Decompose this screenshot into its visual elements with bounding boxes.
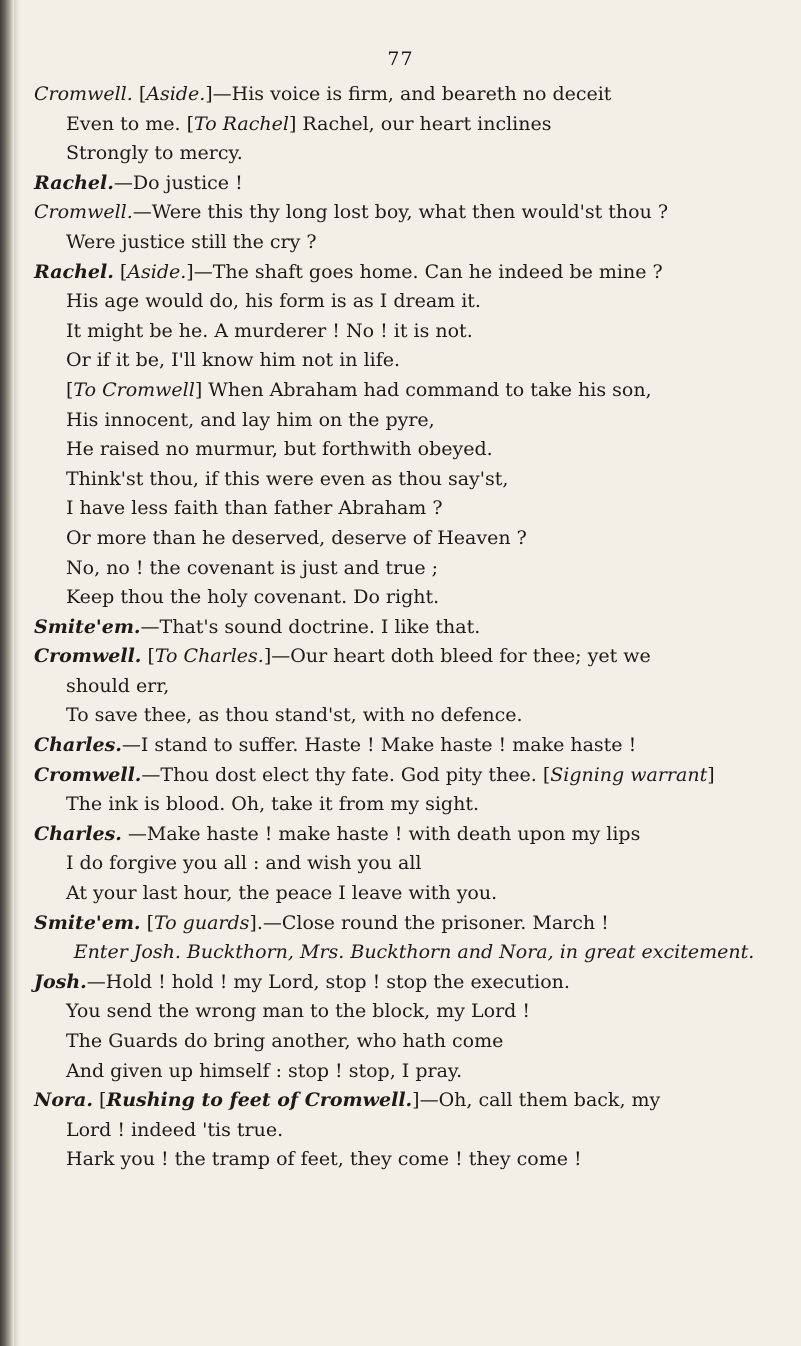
line-text: To save thee, as thou stand'st, with no defence. [66,704,523,727]
stage-direction: Aside. [146,83,206,105]
line-text: —Were this thy long lost boy, what then would'st thou ? [132,201,669,224]
stage-direction: To Cromwell [73,378,195,401]
speaker-name: Cromwell. [34,201,133,224]
speaker-name: Rachel. [34,260,114,283]
text-line [34,228,794,258]
line-text: I have less faith than father Abraham ? [66,497,443,520]
speaker-name: Charles. [34,734,122,757]
text-line: Cromwell. [Aside.]—His voice is firm, and beareth no deceit [34,83,612,105]
line-text: Or if it be, I'll know him not in life. [66,349,401,372]
text-line [34,820,794,850]
text-line [34,613,794,643]
stage-direction: Signing warrant [550,763,708,786]
text-line [34,169,794,199]
line-text: —Make haste ! make haste ! with death upon my lips [121,822,641,845]
speaker-name: Cromwell. [34,763,142,786]
speaker-name: Smite'em. [34,911,141,934]
line-text: —His voice is firm, and beareth no deceit [212,83,612,105]
line-text: —Oh, call them back, my [419,1089,661,1112]
line-text: Were justice still the cry ? [66,230,317,253]
line-text: —I stand to suffer. Haste ! Make haste ! make haste ! [121,734,637,757]
text-line: Cromwell.—Thou dost elect thy fate. God pity thee. [Signing warrant] [34,763,715,786]
line-text: Hark you ! the tramp of feet, they come ! they come ! [66,1148,582,1171]
text-line [34,849,794,879]
text-line: Rachel. [Aside.]—The shaft goes home. Can he indeed be mine ? [34,260,663,283]
speaker-name: Nora. [34,1089,93,1112]
line-text: Think'st thou, if this were even as thou say'st, [66,467,509,490]
line-text: He raised no murmur, but forthwith obeyed. [66,438,493,461]
text-line [34,701,794,731]
gutter-shadow [14,0,20,1346]
speaker-name: Smite'em. [34,615,141,638]
text-line [34,287,794,317]
line-text: His innocent, and lay him on the pyre, [66,408,435,431]
text-line [34,1145,794,1175]
text-line [34,465,794,495]
text-line [34,406,794,436]
stage-direction: Aside. [127,260,187,283]
page-number: 77 [387,48,414,70]
book-spine-shadow [0,0,14,1346]
stage-direction: To guards [154,911,250,934]
line-text: I do forgive you all : and wish you all [66,852,422,875]
stage-direction: To Rachel [194,112,289,135]
line-text: The ink is blood. Oh, take it from my sight. [66,793,479,816]
text-line [34,879,794,909]
text-line [34,346,794,376]
text-line: Smite'em. [To guards].—Close round the prisoner. March ! [34,911,609,934]
line-text: The Guards do bring another, who hath come [66,1030,504,1052]
line-text: Lord ! indeed 'tis true. [66,1118,284,1141]
line-text: Keep thou the holy covenant. Do right. [66,586,440,609]
text-line [34,968,794,998]
line-text: At your last hour, the peace I leave with you. [66,882,498,905]
text-line [34,554,794,584]
line-text: —Do justice ! [113,171,243,194]
line-text: Or more than he deserved, deserve of Heaven ? [66,526,527,549]
line-text: —Thou dost elect thy fate. God pity thee. [141,763,543,786]
text-line [34,1027,794,1057]
speaker-name: Cromwell. [34,83,133,105]
text-line: Nora. [Rushing to feet of Cromwell.]—Oh, call them back, my [34,1089,661,1112]
text-line [34,731,794,761]
text-line: Even to me. [To Rachel] Rachel, our heart inclines [66,112,552,135]
line-text: Rachel, our heart inclines [296,112,552,135]
speaker-name: Josh. [34,970,87,993]
text-line [34,790,794,820]
text-line [34,435,794,465]
speaker-name: Charles. [34,822,122,845]
text-line [34,1057,794,1087]
line-text: It might be he. A murderer ! No ! it is not. [66,319,473,342]
line-text: His age would do, his form is as I dream it. [66,290,481,313]
text-line [34,494,794,524]
line-text: should err, [66,674,170,697]
line-text: No, no ! the covenant is just and true ; [66,556,439,579]
line-text: Even to me. [66,112,187,135]
line-text: Strongly to mercy. [66,142,243,165]
line-text: .—Close round the prisoner. March ! [256,911,609,934]
text-line [34,198,794,228]
stage-direction-entrance: Enter Josh. Buckthorn, Mrs. Buckthorn and Nora, in great excitement. [73,941,755,964]
line-text: —Our heart doth bleed for thee; yet we [271,645,651,668]
text-line [34,583,794,613]
text-line: Cromwell. [To Charles.]—Our heart doth bleed for thee; yet we [34,645,651,668]
text-line [34,1116,794,1146]
speaker-name: Cromwell. [34,645,142,668]
line-text: —Hold ! hold ! my Lord, stop ! stop the execution. [86,970,570,993]
line-text: —That's sound doctrine. I like that. [140,615,481,638]
line-text: You send the wrong man to the block, my Lord ! [66,1000,530,1023]
text-line [34,672,794,702]
line-text: —The shaft goes home. Can he indeed be mine ? [193,260,663,283]
line-text: When Abraham had command to take his son, [202,378,652,401]
text-line [34,524,794,554]
text-line [34,997,794,1027]
text-line: [To Cromwell] When Abraham had command to take his son, [66,378,652,401]
play-text [34,80,794,1175]
text-line [34,139,794,169]
speaker-name: Rachel. [34,171,114,194]
text-line [34,317,794,347]
stage-direction: To Charles. [154,645,264,668]
line-text: And given up himself : stop ! stop, I pray. [66,1059,463,1082]
stage-direction: Rushing to feet of Cromwell. [106,1089,413,1112]
